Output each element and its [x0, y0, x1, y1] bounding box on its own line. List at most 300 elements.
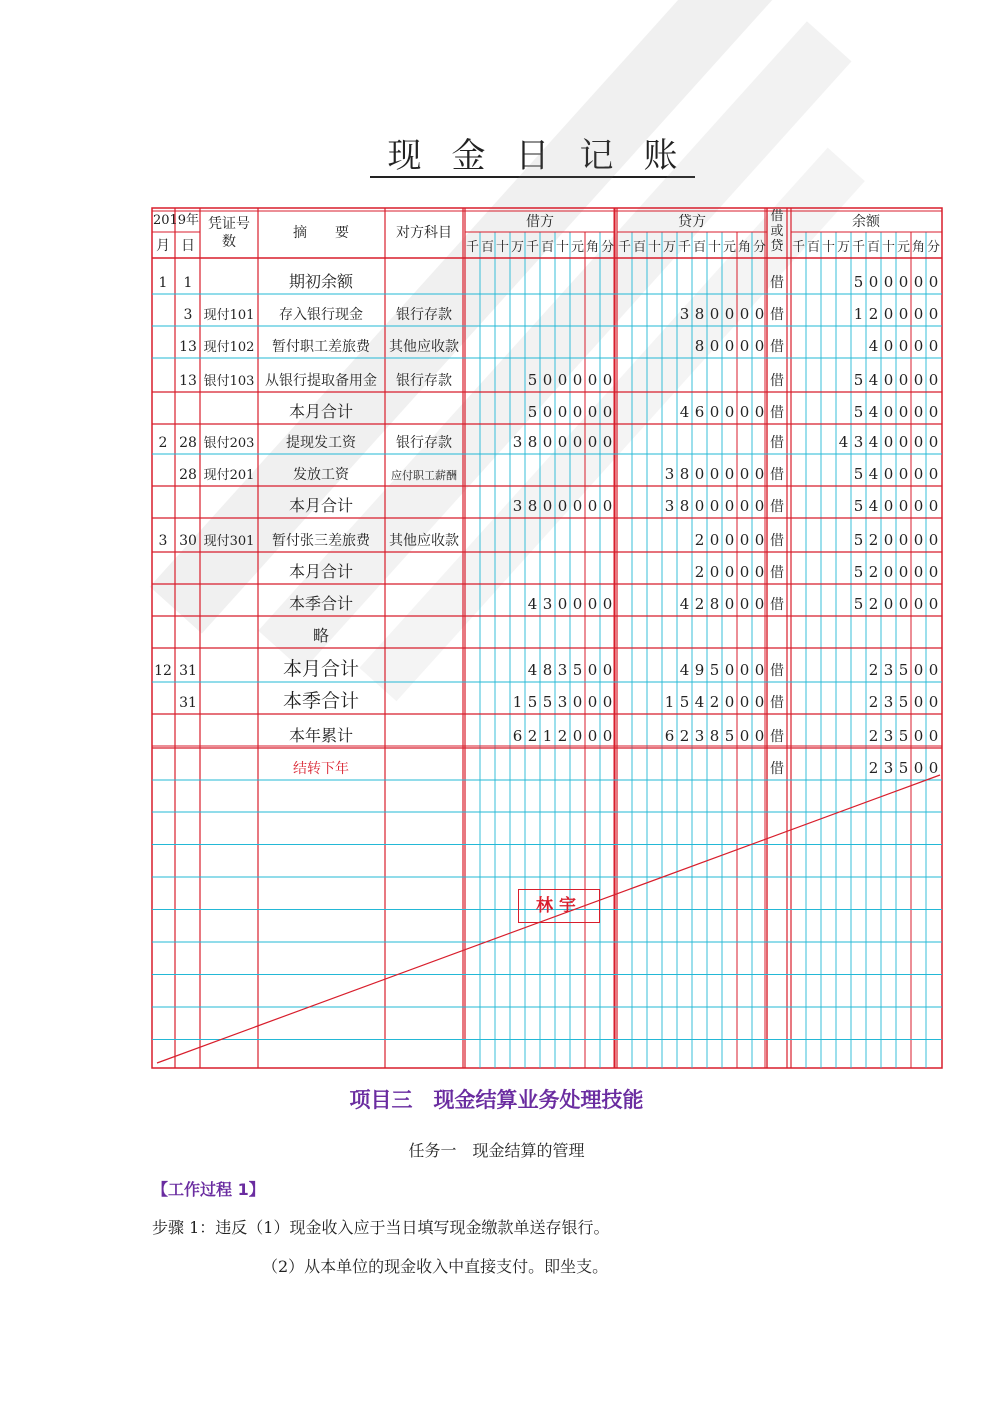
debit-digit: 4 [527, 595, 538, 613]
credit-digit: 0 [754, 693, 765, 711]
row-month: 2 [158, 435, 168, 451]
balance-digit: 5 [853, 497, 864, 515]
row-direction: 借 [770, 467, 784, 483]
header-year: 2019年 [152, 213, 200, 228]
balance-digit: 0 [913, 337, 924, 355]
balance-digit: 0 [883, 465, 894, 483]
row-summary: 发放工资 [293, 467, 349, 483]
balance-digit: 0 [898, 595, 909, 613]
row-direction: 借 [770, 695, 784, 711]
row-voucher: 现付101 [203, 308, 255, 323]
credit-unit-label: 元 [722, 240, 737, 255]
balance-digit: 3 [883, 693, 894, 711]
debit-digit: 4 [527, 661, 538, 679]
debit-digit: 0 [587, 595, 598, 613]
credit-digit: 0 [739, 337, 750, 355]
debit-unit-label: 百 [540, 240, 555, 255]
debit-digit: 5 [527, 693, 538, 711]
credit-digit: 3 [694, 727, 705, 745]
credit-digit: 0 [754, 563, 765, 581]
debit-digit: 0 [602, 727, 613, 745]
balance-digit: 0 [928, 727, 939, 745]
balance-digit: 0 [883, 497, 894, 515]
debit-unit-label: 十 [555, 240, 570, 255]
credit-unit-label: 百 [692, 240, 707, 255]
row-day: 28 [179, 467, 197, 483]
row-month: 12 [154, 663, 172, 679]
debit-digit: 5 [542, 693, 553, 711]
row-direction: 借 [770, 339, 784, 355]
debit-digit: 0 [602, 661, 613, 679]
row-day: 30 [179, 533, 197, 549]
header-month: 月 [156, 238, 170, 254]
credit-digit: 0 [739, 531, 750, 549]
credit-digit: 0 [754, 727, 765, 745]
header-summary: 摘 要 [293, 225, 349, 241]
balance-digit: 0 [913, 433, 924, 451]
credit-digit: 8 [694, 337, 705, 355]
row-day: 3 [183, 307, 193, 323]
debit-digit: 3 [557, 661, 568, 679]
debit-digit: 0 [557, 433, 568, 451]
balance-digit: 0 [913, 661, 924, 679]
credit-digit: 0 [724, 465, 735, 483]
credit-digit: 0 [754, 465, 765, 483]
row-summary: 结转下年 [293, 761, 349, 777]
credit-digit: 3 [664, 497, 675, 515]
balance-digit: 0 [898, 563, 909, 581]
credit-digit: 5 [724, 727, 735, 745]
balance-digit: 0 [883, 531, 894, 549]
row-direction: 借 [770, 663, 784, 679]
row-summary: 本季合计 [282, 690, 360, 712]
balance-digit: 0 [913, 563, 924, 581]
balance-digit: 2 [868, 661, 879, 679]
balance-digit: 0 [913, 371, 924, 389]
balance-digit: 4 [868, 371, 879, 389]
row-voucher: 现付102 [203, 340, 255, 355]
task-title: 任务一 现金结算的管理 [408, 1141, 585, 1160]
debit-digit: 0 [572, 497, 583, 515]
debit-digit: 0 [602, 433, 613, 451]
credit-digit: 2 [679, 727, 690, 745]
balance-unit-label: 角 [911, 240, 926, 255]
balance-digit: 0 [928, 759, 939, 777]
signature-stamp: 林宇 [518, 889, 600, 923]
debit-digit: 0 [602, 371, 613, 389]
row-summary: 略 [312, 626, 330, 645]
row-summary: 暂付张三差旅费 [272, 533, 370, 549]
credit-unit-label: 百 [632, 240, 647, 255]
credit-digit: 3 [664, 465, 675, 483]
balance-unit-label: 元 [896, 240, 911, 255]
credit-unit-label: 分 [752, 240, 767, 255]
debit-digit: 0 [587, 727, 598, 745]
credit-digit: 0 [724, 497, 735, 515]
credit-digit: 0 [739, 497, 750, 515]
debit-digit: 0 [557, 403, 568, 421]
balance-digit: 0 [898, 531, 909, 549]
row-day: 1 [183, 275, 193, 291]
balance-digit: 5 [898, 693, 909, 711]
balance-digit: 0 [913, 305, 924, 323]
row-direction: 借 [770, 729, 784, 745]
row-direction: 借 [770, 405, 784, 421]
balance-digit: 0 [898, 305, 909, 323]
row-summary: 提现发工资 [286, 435, 356, 451]
credit-digit: 0 [739, 727, 750, 745]
credit-digit: 2 [709, 693, 720, 711]
debit-digit: 0 [542, 497, 553, 515]
credit-digit: 0 [724, 337, 735, 355]
credit-digit: 0 [694, 497, 705, 515]
balance-digit: 4 [838, 433, 849, 451]
balance-digit: 4 [868, 465, 879, 483]
row-day: 13 [179, 373, 197, 389]
credit-digit: 0 [754, 305, 765, 323]
balance-digit: 0 [883, 595, 894, 613]
row-counterparty: 银行存款 [396, 307, 452, 323]
debit-digit: 5 [527, 371, 538, 389]
row-direction: 借 [770, 533, 784, 549]
balance-digit: 0 [883, 273, 894, 291]
balance-digit: 0 [913, 403, 924, 421]
row-summary: 期初余额 [288, 272, 354, 291]
row-direction: 借 [770, 761, 784, 777]
ledger-title: 现 金 日 记 账 [370, 136, 695, 178]
balance-digit: 0 [928, 273, 939, 291]
debit-unit-label: 十 [495, 240, 510, 255]
balance-digit: 5 [898, 727, 909, 745]
credit-digit: 0 [709, 403, 720, 421]
credit-unit-label: 千 [617, 240, 632, 255]
debit-digit: 0 [602, 403, 613, 421]
row-counterparty: 其他应收款 [389, 339, 459, 355]
balance-unit-label: 十 [881, 240, 896, 255]
balance-digit: 5 [898, 661, 909, 679]
debit-digit: 0 [572, 595, 583, 613]
balance-digit: 0 [928, 371, 939, 389]
debit-digit: 0 [557, 371, 568, 389]
balance-digit: 2 [868, 563, 879, 581]
balance-digit: 0 [928, 531, 939, 549]
balance-digit: 0 [928, 595, 939, 613]
credit-digit: 2 [694, 531, 705, 549]
row-summary: 本年累计 [288, 726, 354, 745]
header-direction: 或 [770, 224, 784, 239]
header-debit: 借方 [526, 214, 554, 230]
row-month: 1 [158, 275, 168, 291]
balance-digit: 0 [928, 305, 939, 323]
row-voucher: 现付201 [203, 468, 255, 483]
balance-digit: 2 [868, 531, 879, 549]
row-direction: 借 [770, 565, 784, 581]
row-summary: 暂付职工差旅费 [272, 339, 370, 355]
debit-digit: 3 [512, 497, 523, 515]
row-day: 28 [179, 435, 197, 451]
row-summary: 本月合计 [288, 562, 354, 581]
debit-digit: 0 [542, 371, 553, 389]
balance-digit: 5 [853, 273, 864, 291]
step-1-text: 步骤 1：违反（1）现金收入应于当日填写现金缴款单送存银行。 [152, 1218, 610, 1237]
balance-digit: 0 [898, 273, 909, 291]
credit-digit: 0 [739, 661, 750, 679]
row-direction: 借 [770, 597, 784, 613]
credit-digit: 4 [694, 693, 705, 711]
balance-unit-label: 百 [806, 240, 821, 255]
credit-digit: 0 [739, 403, 750, 421]
balance-unit-label: 百 [866, 240, 881, 255]
balance-digit: 0 [913, 531, 924, 549]
credit-digit: 0 [724, 661, 735, 679]
balance-digit: 0 [913, 497, 924, 515]
balance-digit: 3 [883, 727, 894, 745]
balance-digit: 0 [913, 273, 924, 291]
balance-digit: 0 [913, 727, 924, 745]
debit-digit: 0 [587, 693, 598, 711]
balance-digit: 0 [898, 403, 909, 421]
row-direction: 借 [770, 373, 784, 389]
step-2-text: （2）从本单位的现金收入中直接支付。即坐支。 [262, 1257, 609, 1276]
credit-digit: 0 [724, 595, 735, 613]
balance-digit: 0 [928, 403, 939, 421]
debit-digit: 0 [572, 693, 583, 711]
debit-digit: 8 [527, 497, 538, 515]
balance-digit: 0 [928, 465, 939, 483]
row-summary: 本季合计 [288, 594, 354, 613]
balance-digit: 2 [868, 727, 879, 745]
debit-digit: 0 [602, 497, 613, 515]
credit-digit: 9 [694, 661, 705, 679]
credit-digit: 2 [694, 595, 705, 613]
balance-digit: 2 [868, 305, 879, 323]
credit-digit: 8 [694, 305, 705, 323]
credit-digit: 8 [679, 497, 690, 515]
credit-digit: 0 [754, 497, 765, 515]
debit-digit: 2 [557, 727, 568, 745]
credit-digit: 3 [679, 305, 690, 323]
debit-unit-label: 百 [480, 240, 495, 255]
balance-unit-label: 千 [851, 240, 866, 255]
balance-digit: 2 [868, 759, 879, 777]
debit-unit-label: 角 [585, 240, 600, 255]
header-direction: 贷 [770, 239, 784, 254]
row-direction: 借 [770, 435, 784, 451]
debit-digit: 3 [557, 693, 568, 711]
debit-digit: 1 [512, 693, 523, 711]
credit-digit: 0 [739, 563, 750, 581]
balance-digit: 0 [898, 433, 909, 451]
debit-unit-label: 千 [465, 240, 480, 255]
debit-digit: 0 [557, 595, 568, 613]
row-direction: 借 [770, 499, 784, 515]
row-voucher: 银付103 [203, 374, 255, 389]
header-credit: 贷方 [678, 214, 706, 230]
credit-digit: 1 [664, 693, 675, 711]
balance-digit: 4 [868, 403, 879, 421]
balance-digit: 2 [868, 693, 879, 711]
balance-digit: 0 [898, 337, 909, 355]
credit-digit: 4 [679, 403, 690, 421]
credit-digit: 0 [724, 305, 735, 323]
credit-digit: 6 [664, 727, 675, 745]
credit-digit: 5 [709, 661, 720, 679]
balance-digit: 0 [883, 371, 894, 389]
debit-digit: 0 [542, 403, 553, 421]
credit-digit: 0 [739, 465, 750, 483]
debit-unit-label: 千 [525, 240, 540, 255]
balance-digit: 5 [853, 531, 864, 549]
balance-digit: 5 [853, 595, 864, 613]
debit-digit: 2 [527, 727, 538, 745]
balance-digit: 5 [853, 403, 864, 421]
debit-digit: 0 [572, 371, 583, 389]
balance-digit: 0 [913, 693, 924, 711]
credit-digit: 0 [754, 595, 765, 613]
credit-digit: 8 [709, 727, 720, 745]
credit-digit: 0 [709, 531, 720, 549]
balance-unit-label: 分 [926, 240, 941, 255]
debit-digit: 3 [512, 433, 523, 451]
balance-digit: 0 [883, 305, 894, 323]
row-day: 31 [179, 695, 197, 711]
row-voucher: 现付301 [203, 534, 255, 549]
row-counterparty: 银行存款 [396, 435, 452, 451]
balance-digit: 0 [928, 563, 939, 581]
credit-digit: 0 [709, 337, 720, 355]
balance-digit: 0 [883, 403, 894, 421]
row-direction: 借 [770, 275, 784, 291]
table-frame [152, 208, 942, 1068]
balance-digit: 0 [913, 465, 924, 483]
balance-digit: 3 [883, 759, 894, 777]
credit-digit: 0 [724, 563, 735, 581]
balance-digit: 0 [913, 595, 924, 613]
balance-digit: 4 [868, 337, 879, 355]
credit-digit: 8 [679, 465, 690, 483]
credit-unit-label: 千 [677, 240, 692, 255]
balance-digit: 0 [928, 497, 939, 515]
row-counterparty: 银行存款 [396, 373, 452, 389]
row-month: 3 [158, 533, 168, 549]
credit-digit: 0 [724, 403, 735, 421]
credit-unit-label: 十 [707, 240, 722, 255]
header-balance: 余额 [852, 214, 880, 230]
debit-digit: 0 [557, 497, 568, 515]
credit-digit: 0 [709, 465, 720, 483]
balance-digit: 5 [898, 759, 909, 777]
credit-digit: 0 [739, 595, 750, 613]
header-counterparty: 对方科目 [396, 225, 452, 241]
balance-digit: 0 [898, 465, 909, 483]
balance-digit: 0 [928, 433, 939, 451]
debit-digit: 8 [542, 661, 553, 679]
row-direction: 借 [770, 307, 784, 323]
balance-digit: 0 [898, 497, 909, 515]
header-voucher: 数 [222, 234, 236, 250]
balance-digit: 1 [853, 305, 864, 323]
row-summary: 存入银行现金 [279, 307, 363, 323]
debit-digit: 0 [602, 595, 613, 613]
credit-digit: 0 [754, 337, 765, 355]
balance-digit: 3 [883, 661, 894, 679]
section-title: 【工作过程 1】 [152, 1180, 265, 1199]
credit-digit: 0 [739, 693, 750, 711]
credit-unit-label: 万 [662, 240, 677, 255]
balance-digit: 0 [868, 273, 879, 291]
balance-digit: 4 [868, 433, 879, 451]
debit-digit: 0 [587, 497, 598, 515]
balance-unit-label: 千 [791, 240, 806, 255]
credit-unit-label: 角 [737, 240, 752, 255]
balance-unit-label: 十 [821, 240, 836, 255]
credit-digit: 5 [679, 693, 690, 711]
row-summary: 本月合计 [282, 658, 360, 680]
debit-digit: 0 [542, 433, 553, 451]
row-summary: 从银行提取备用金 [265, 373, 377, 389]
credit-digit: 0 [739, 305, 750, 323]
debit-digit: 0 [572, 403, 583, 421]
debit-digit: 0 [587, 403, 598, 421]
balance-digit: 0 [928, 337, 939, 355]
credit-digit: 0 [754, 403, 765, 421]
debit-digit: 0 [572, 433, 583, 451]
debit-digit: 6 [512, 727, 523, 745]
row-summary: 本月合计 [288, 402, 354, 421]
credit-digit: 6 [694, 403, 705, 421]
debit-digit: 8 [527, 433, 538, 451]
debit-digit: 5 [572, 661, 583, 679]
credit-digit: 8 [709, 595, 720, 613]
balance-digit: 0 [928, 693, 939, 711]
debit-digit: 0 [587, 433, 598, 451]
balance-digit: 0 [883, 433, 894, 451]
debit-digit: 3 [542, 595, 553, 613]
header-day: 日 [181, 238, 195, 254]
balance-unit-label: 万 [836, 240, 851, 255]
credit-digit: 0 [709, 563, 720, 581]
header-direction: 借 [770, 209, 784, 224]
row-counterparty: 应付职工薪酬 [391, 469, 457, 482]
row-voucher: 银付203 [203, 436, 255, 451]
balance-digit: 5 [853, 371, 864, 389]
credit-digit: 0 [724, 531, 735, 549]
debit-unit-label: 万 [510, 240, 525, 255]
credit-digit: 4 [679, 661, 690, 679]
row-day: 31 [179, 663, 197, 679]
project-title: 项目三 现金结算业务处理技能 [349, 1088, 644, 1112]
row-day: 13 [179, 339, 197, 355]
balance-digit: 4 [868, 497, 879, 515]
credit-digit: 0 [724, 693, 735, 711]
debit-unit-label: 分 [600, 240, 615, 255]
debit-digit: 0 [602, 693, 613, 711]
balance-digit: 5 [853, 563, 864, 581]
credit-digit: 2 [694, 563, 705, 581]
balance-digit: 2 [868, 595, 879, 613]
balance-digit: 3 [853, 433, 864, 451]
header-voucher: 凭证号 [208, 216, 250, 232]
debit-digit: 1 [542, 727, 553, 745]
debit-digit: 0 [587, 371, 598, 389]
balance-digit: 0 [928, 661, 939, 679]
debit-unit-label: 元 [570, 240, 585, 255]
row-summary: 本月合计 [288, 496, 354, 515]
balance-digit: 0 [883, 563, 894, 581]
credit-digit: 0 [709, 497, 720, 515]
credit-digit: 4 [679, 595, 690, 613]
credit-digit: 0 [754, 661, 765, 679]
